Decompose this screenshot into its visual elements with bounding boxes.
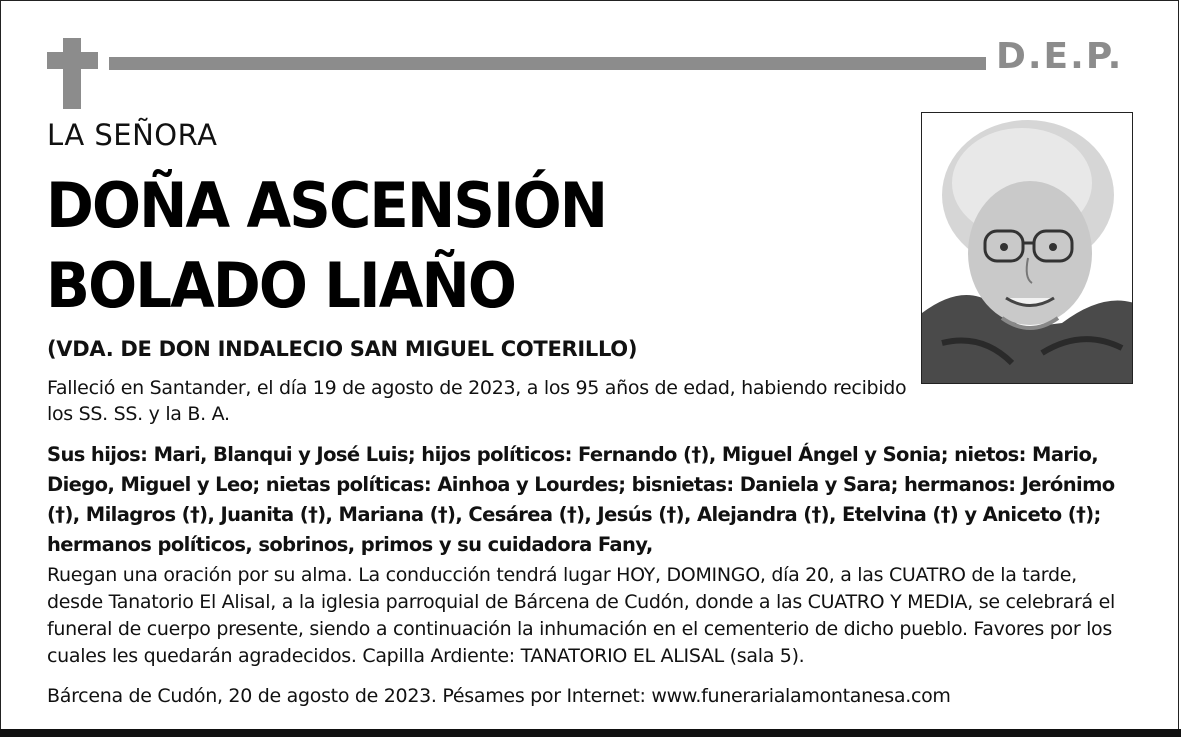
bottom-rule — [0, 729, 1181, 737]
widow-of: (VDA. DE DON INDALECIO SAN MIGUEL COTERILLO) — [47, 337, 638, 361]
portrait-photo — [921, 112, 1133, 384]
death-notice: Falleció en Santander, el día 19 de agosto de 2023, a los 95 años de edad, habiendo recibido los SS. SS. y la B. A. — [47, 377, 907, 425]
family-list: Sus hijos: Mari, Blanqui y José Luis; hijos políticos: Fernando (†), Miguel Ángel y Sonia; nietos: Mario, Diego, Miguel y Leo; nietas políticas: Ainhoa y Lourdes; bisnietas: Daniela y Sara; hermanos: Jerónimo (†), Milagros (†), Juanita (†), Mariana (†), Cesárea (†), Jesús (†), Alejandra (†), Etelvina (†) y Aniceto (†); hermanos políticos, sobrinos, primos y su cuidadora Fany, — [47, 443, 1115, 556]
cross-icon-bar — [47, 52, 98, 69]
deceased-name-line-1: DOÑA ASCENSIÓN — [46, 169, 607, 242]
portrait-image — [922, 113, 1133, 384]
cross-icon — [63, 38, 81, 109]
honorific: LA SEÑORA — [47, 118, 218, 152]
deceased-name-line-2: BOLADO LIAÑO — [46, 249, 516, 322]
header-rule — [109, 57, 986, 70]
ceremony-details: Ruegan una oración por su alma. La conducción tendrá lugar HOY, DOMINGO, día 20, a las CUATRO de la tarde, desde Tanatorio El Alisal, a la iglesia parroquial de Bárcena de Cudón, donde a las CUATRO Y MEDIA, se celebrará el funeral de cuerpo presente, siendo a continuación la inhumación en el cementerio de dicho pueblo. Favores por los cuales les quedarán agradecidos. Capilla Ardiente: TANATORIO EL ALISAL (sala 5). — [47, 564, 1115, 667]
footer-line: Bárcena de Cudón, 20 de agosto de 2023. Pésames por Internet: www.funerarialamontanesa.com — [47, 685, 951, 707]
dep-heading: D.E.P. — [996, 36, 1124, 77]
